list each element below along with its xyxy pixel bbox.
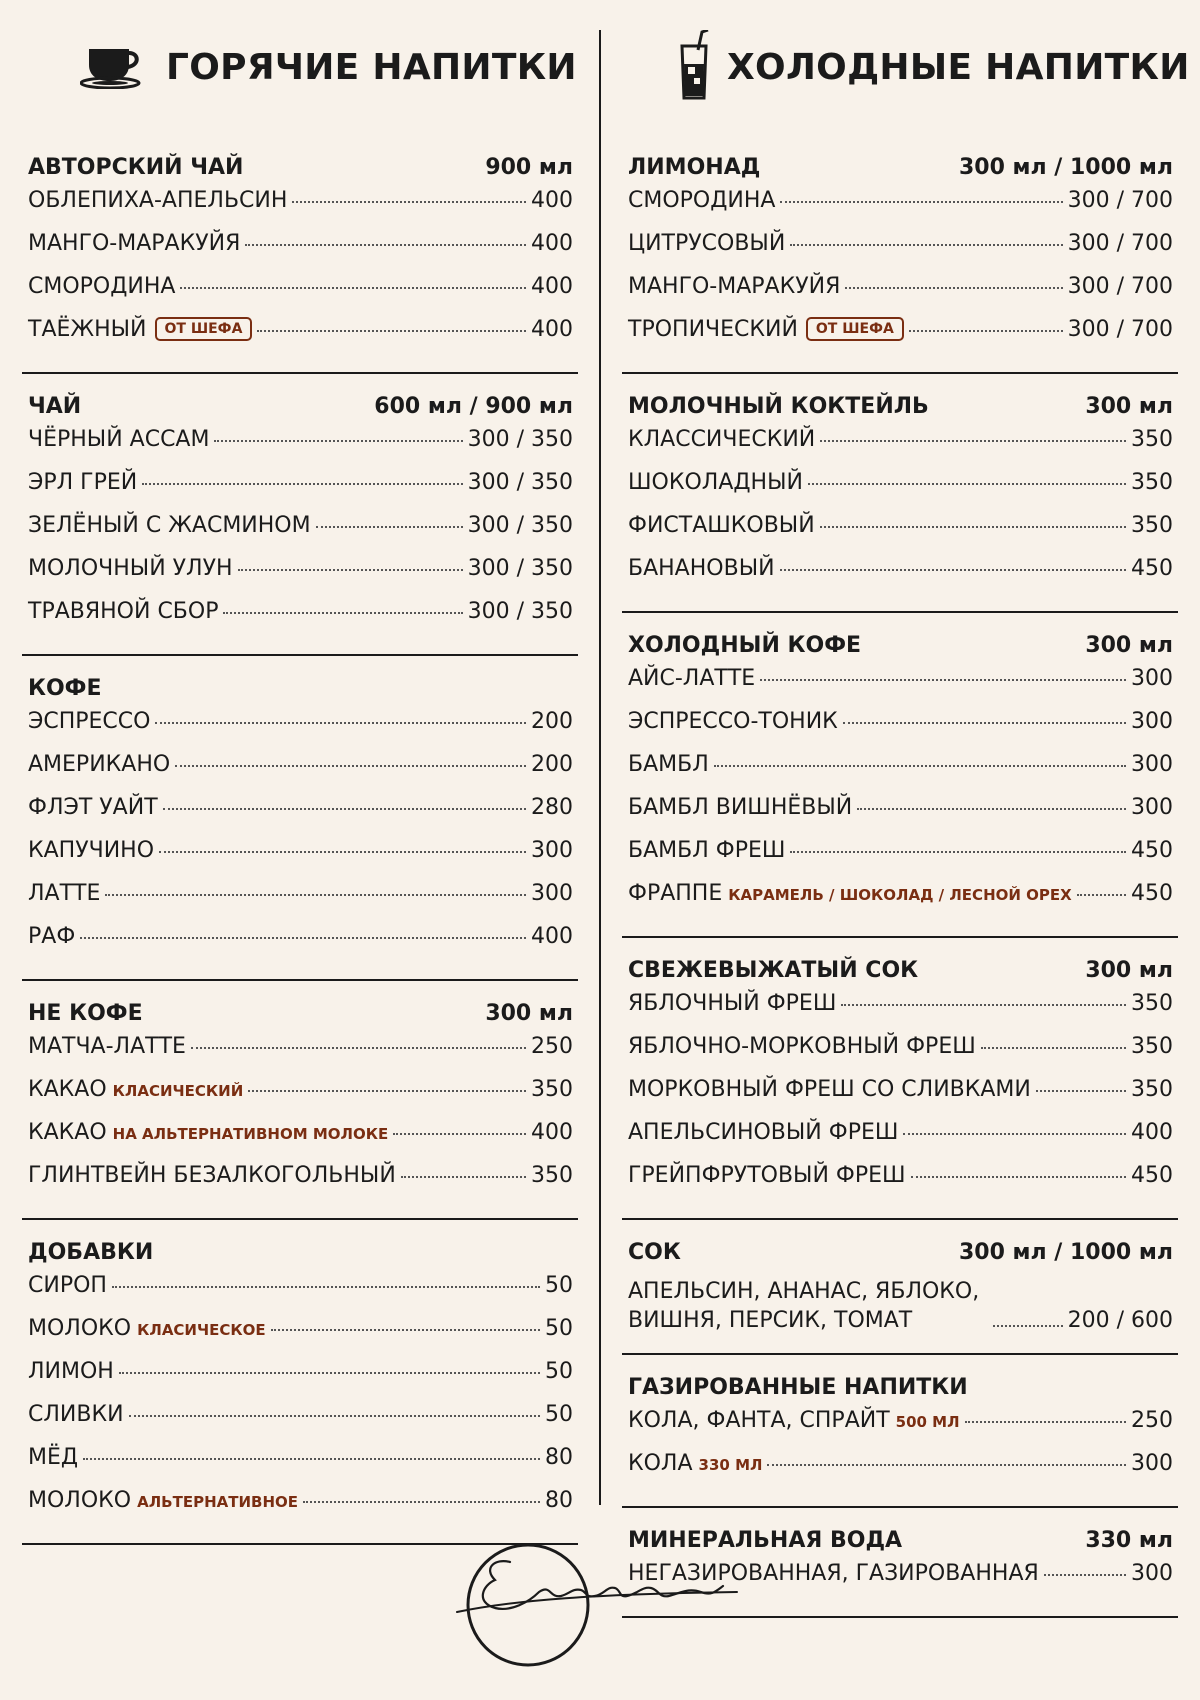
dot-leader: [112, 1286, 540, 1288]
item-price: 300 / 350: [467, 599, 573, 624]
menu-section: [622, 135, 1178, 374]
dot-leader: [83, 1458, 540, 1460]
menu-item: [28, 881, 573, 924]
dot-leader: [841, 1004, 1126, 1006]
item-name: ЛИМОН: [28, 1359, 114, 1384]
menu-item: [628, 1163, 1173, 1206]
item-name: МОРКОВНЫЙ ФРЕШ СО СЛИВКАМИ: [628, 1077, 1031, 1102]
item-name: ЛАТТЕ: [28, 881, 101, 906]
menu-item: [628, 470, 1173, 513]
item-price: 300 / 700: [1067, 188, 1173, 213]
item-price: 50: [545, 1316, 573, 1341]
section-title: КОФЕ: [28, 676, 102, 701]
cold-drinks-header: [622, 0, 1190, 135]
section-volume: 900 мл: [485, 155, 573, 180]
menu-item: [28, 513, 573, 556]
item-name: ФЛЭТ УАЙТ: [28, 795, 158, 820]
menu-item: [628, 427, 1173, 470]
dot-leader: [393, 1133, 526, 1135]
menu-item: [628, 752, 1173, 795]
item-name: ТАЁЖНЫЙ: [28, 317, 147, 342]
item-name: БАМБЛ ВИШНЁВЫЙ: [628, 795, 853, 820]
glass-with-straw-icon: [677, 30, 711, 106]
menu-item: [28, 1163, 573, 1206]
item-note: КЛАСИЧЕСКОЕ: [137, 1321, 266, 1339]
item-name: МОЛОКО: [28, 1316, 132, 1341]
menu-item: [28, 188, 573, 231]
item-price: 300 / 350: [467, 513, 573, 538]
item-price: 200 / 600: [1067, 1308, 1173, 1333]
section-header: [28, 374, 573, 427]
item-name: ГРЕЙПФРУТОВЫЙ ФРЕШ: [628, 1163, 906, 1188]
item-name: КАКАО: [28, 1120, 107, 1145]
hot-sections: [22, 135, 578, 1545]
menu-item: [28, 1488, 573, 1531]
item-name: ОБЛЕПИХА-АПЕЛЬСИН: [28, 188, 288, 213]
dot-leader: [159, 851, 526, 853]
menu-item: [628, 274, 1173, 317]
item-name: ЯБЛОЧНЫЙ ФРЕШ: [628, 991, 837, 1016]
cold-drinks-title: ХОЛОДНЫЕ НАПИТКИ: [727, 47, 1190, 88]
item-price: 250: [531, 1034, 573, 1059]
menu-item: [628, 556, 1173, 599]
item-note: 500 МЛ: [895, 1413, 960, 1431]
item-price: 50: [545, 1402, 573, 1427]
menu-item: [628, 838, 1173, 881]
item-name: МАНГО-МАРАКУЙЯ: [28, 231, 241, 256]
dot-leader: [80, 937, 526, 939]
dot-leader: [257, 330, 526, 332]
menu-item: [628, 188, 1173, 231]
section-volume: 300 мл: [1085, 633, 1173, 658]
menu-item: [628, 666, 1173, 709]
section-header: [28, 656, 573, 709]
dot-leader: [142, 483, 462, 485]
menu-section: [22, 1220, 578, 1545]
item-price: 300: [1131, 795, 1173, 820]
item-price: 350: [1131, 991, 1173, 1016]
hot-drinks-header: [22, 0, 578, 135]
item-name: ЗЕЛЁНЫЙ С ЖАСМИНОМ: [28, 513, 311, 538]
dot-leader: [292, 201, 526, 203]
menu-item: [28, 317, 573, 360]
section-volume: 300 мл: [1085, 394, 1173, 419]
item-price: 350: [1131, 427, 1173, 452]
item-name: ГЛИНТВЕЙН БЕЗАЛКОГОЛЬНЫЙ: [28, 1163, 396, 1188]
menu-item: [28, 709, 573, 752]
item-name: АМЕРИКАНО: [28, 752, 171, 777]
item-price: 350: [531, 1077, 573, 1102]
item-price: 300: [1131, 1451, 1173, 1476]
item-name: НЕГАЗИРОВАННАЯ, ГАЗИРОВАННАЯ: [628, 1561, 1039, 1586]
section-header: [28, 1220, 573, 1273]
hot-drinks-column: [22, 0, 578, 1545]
item-price: 400: [531, 274, 573, 299]
item-price: 300 / 700: [1067, 231, 1173, 256]
item-name: ЯБЛОЧНО-МОРКОВНЫЙ ФРЕШ: [628, 1034, 976, 1059]
cold-sections: [622, 135, 1178, 1618]
section-title: ДОБАВКИ: [28, 1240, 154, 1265]
item-name: МОЛОЧНЫЙ УЛУН: [28, 556, 233, 581]
dot-leader: [767, 1464, 1126, 1466]
item-price: 200: [531, 752, 573, 777]
dot-leader: [911, 1176, 1126, 1178]
item-price: 350: [1131, 1077, 1173, 1102]
menu-item: [28, 470, 573, 513]
item-price: 300: [1131, 752, 1173, 777]
menu-section: [622, 613, 1178, 938]
section-title: НЕ КОФЕ: [28, 1001, 143, 1026]
menu-item: [628, 1451, 1173, 1494]
section-title: ГАЗИРОВАННЫЕ НАПИТКИ: [628, 1375, 968, 1400]
item-price: 50: [545, 1273, 573, 1298]
brand-logo: [455, 1540, 755, 1670]
item-name: ЦИТРУСОВЫЙ: [628, 231, 786, 256]
item-price: 450: [1131, 1163, 1173, 1188]
dot-leader: [175, 765, 526, 767]
menu-section: [22, 656, 578, 981]
item-name: РАФ: [28, 924, 76, 949]
section-volume: 300 мл: [485, 1001, 573, 1026]
item-name: ЭСПРЕССО: [28, 709, 151, 734]
dot-leader: [1077, 894, 1126, 896]
item-name: ШОКОЛАДНЫЙ: [628, 470, 803, 495]
item-price: 300 / 350: [467, 470, 573, 495]
section-title: СВЕЖЕВЫЖАТЫЙ СОК: [628, 958, 919, 983]
dot-leader: [238, 569, 463, 571]
dot-leader: [965, 1421, 1126, 1423]
item-price: 300 / 700: [1067, 274, 1173, 299]
dot-leader: [909, 330, 1063, 332]
item-price: 350: [531, 1163, 573, 1188]
item-name: СМОРОДИНА: [628, 188, 776, 213]
item-name: КОЛА, ФАНТА, СПРАЙТ: [628, 1408, 890, 1433]
item-price: 400: [531, 924, 573, 949]
item-name: МАНГО-МАРАКУЙЯ: [628, 274, 841, 299]
section-header: [628, 135, 1173, 188]
menu-item: [28, 1316, 573, 1359]
section-volume: 300 мл / 1000 мл: [958, 155, 1173, 180]
menu-item: [628, 231, 1173, 274]
item-price: 280: [531, 795, 573, 820]
section-volume: 330 мл: [1085, 1528, 1173, 1553]
item-name: ЭСПРЕССО-ТОНИК: [628, 709, 838, 734]
dot-leader: [129, 1415, 540, 1417]
item-name: СИРОП: [28, 1273, 107, 1298]
menu-section: [622, 374, 1178, 613]
dot-leader: [1036, 1090, 1126, 1092]
item-price: 300 / 700: [1067, 317, 1173, 342]
section-header: [628, 613, 1173, 666]
dot-leader: [903, 1133, 1126, 1135]
dot-leader: [857, 808, 1126, 810]
menu-item: [28, 752, 573, 795]
item-price: 300: [1131, 1561, 1173, 1586]
menu-item: [28, 1402, 573, 1445]
menu-item: [28, 1273, 573, 1316]
section-title: АВТОРСКИЙ ЧАЙ: [28, 155, 244, 180]
menu-item: [628, 1077, 1173, 1120]
item-price: 350: [1131, 470, 1173, 495]
item-price: 350: [1131, 1034, 1173, 1059]
item-name: ЭРЛ ГРЕЙ: [28, 470, 138, 495]
menu-item: [28, 274, 573, 317]
section-header: [28, 981, 573, 1034]
dot-leader: [993, 1325, 1063, 1327]
item-price: 450: [1131, 838, 1173, 863]
section-title: ЧАЙ: [28, 394, 82, 419]
menu-item: [628, 795, 1173, 838]
menu-item: [628, 1120, 1173, 1163]
section-title: МИНЕРАЛЬНАЯ ВОДА: [628, 1528, 903, 1553]
dot-leader: [180, 287, 526, 289]
menu-item: [28, 556, 573, 599]
item-price: 300: [1131, 709, 1173, 734]
item-price: 400: [531, 188, 573, 213]
menu-item: [628, 709, 1173, 752]
menu-item: [28, 1077, 573, 1120]
dot-leader: [780, 569, 1126, 571]
dot-leader: [316, 526, 463, 528]
item-name: ФРАППЕ: [628, 881, 723, 906]
item-name: АПЕЛЬСИНОВЫЙ ФРЕШ: [628, 1120, 899, 1145]
item-price: 300 / 350: [467, 556, 573, 581]
item-price: 400: [1131, 1120, 1173, 1145]
dot-leader: [845, 287, 1062, 289]
menu-item: [628, 317, 1173, 360]
menu-section: [622, 1220, 1178, 1355]
item-price: 80: [545, 1488, 573, 1513]
item-price: 50: [545, 1359, 573, 1384]
item-price: 250: [1131, 1408, 1173, 1433]
menu-item: [28, 599, 573, 642]
menu-item: [28, 838, 573, 881]
item-note: АЛЬТЕРНАТИВНОЕ: [137, 1493, 298, 1511]
item-name: ЧЁРНЫЙ АССАМ: [28, 427, 210, 452]
item-price: 450: [1131, 556, 1173, 581]
menu-item: [28, 924, 573, 967]
item-name: БАНАНОВЫЙ: [628, 556, 775, 581]
menu-item: [28, 1445, 573, 1488]
hot-drinks-title: ГОРЯЧИЕ НАПИТКИ: [166, 47, 577, 88]
menu-item: [628, 1034, 1173, 1077]
dot-leader: [223, 612, 462, 614]
item-name: ФИСТАШКОВЫЙ: [628, 513, 815, 538]
menu-section: [22, 374, 578, 656]
coffee-cup-icon: [80, 43, 150, 93]
item-price: 300: [1131, 666, 1173, 691]
item-name: СМОРОДИНА: [28, 274, 176, 299]
item-name: КАКАО: [28, 1077, 107, 1102]
dot-leader: [155, 722, 526, 724]
dot-leader: [401, 1176, 526, 1178]
item-price: 80: [545, 1445, 573, 1470]
item-note: КЛАСИЧЕСКИЙ: [112, 1082, 244, 1100]
item-name: АЙС-ЛАТТЕ: [628, 666, 756, 691]
dot-leader: [214, 440, 462, 442]
section-header: [628, 938, 1173, 991]
section-title: ЛИМОНАД: [628, 155, 761, 180]
section-header: [628, 1355, 1173, 1408]
dot-leader: [760, 679, 1126, 681]
dot-leader: [1044, 1574, 1126, 1576]
section-title: ХОЛОДНЫЙ КОФЕ: [628, 633, 862, 658]
section-header: [628, 374, 1173, 427]
menu-section: [22, 981, 578, 1220]
item-price: 300: [531, 838, 573, 863]
section-volume: 600 мл / 900 мл: [374, 394, 573, 419]
cold-drinks-column: [622, 0, 1190, 1618]
dot-leader: [271, 1329, 540, 1331]
menu-item: [28, 1120, 573, 1163]
menu-section: [622, 1355, 1178, 1508]
dot-leader: [303, 1501, 540, 1503]
section-title: МОЛОЧНЫЙ КОКТЕЙЛЬ: [628, 394, 929, 419]
dot-leader: [820, 526, 1126, 528]
menu-item: [28, 1034, 573, 1077]
item-note: 330 МЛ: [698, 1456, 763, 1474]
column-divider: [599, 30, 601, 1505]
item-price: 400: [531, 1120, 573, 1145]
dot-leader: [808, 483, 1126, 485]
dot-leader: [163, 808, 526, 810]
item-name: МАТЧА-ЛАТТЕ: [28, 1034, 186, 1059]
menu-section: [622, 938, 1178, 1220]
item-name: МЁД: [28, 1445, 79, 1470]
dot-leader: [790, 851, 1126, 853]
item-name: МОЛОКО: [28, 1488, 132, 1513]
chef-badge: ОТ ШЕФА: [155, 317, 253, 341]
item-name: АПЕЛЬСИН, АНАНАС, ЯБЛОКО, ВИШНЯ, ПЕРСИК, ТОМАТ: [628, 1279, 980, 1333]
item-name: БАМБЛ: [628, 752, 709, 777]
menu-item: [28, 231, 573, 274]
dot-leader: [119, 1372, 540, 1374]
section-header: [628, 1220, 1173, 1273]
item-price: 400: [531, 317, 573, 342]
item-name: ТРАВЯНОЙ СБОР: [28, 599, 219, 624]
dot-leader: [714, 765, 1126, 767]
item-price: 300 / 350: [467, 427, 573, 452]
dot-leader: [245, 244, 526, 246]
menu-item: [628, 1273, 1173, 1341]
menu-item: [28, 1359, 573, 1402]
item-name: КОЛА: [628, 1451, 693, 1476]
dot-leader: [105, 894, 526, 896]
dot-leader: [820, 440, 1126, 442]
menu-item: [628, 991, 1173, 1034]
dot-leader: [981, 1047, 1126, 1049]
item-note: КАРАМЕЛЬ / ШОКОЛАД / ЛЕСНОЙ ОРЕХ: [728, 886, 1072, 904]
item-price: 200: [531, 709, 573, 734]
menu-section: [22, 135, 578, 374]
dot-leader: [790, 244, 1062, 246]
section-volume: 300 мл / 1000 мл: [958, 1240, 1173, 1265]
dot-leader: [843, 722, 1126, 724]
menu-item: [628, 1408, 1173, 1451]
item-note: НА АЛЬТЕРНАТИВНОМ МОЛОКЕ: [112, 1125, 389, 1143]
section-header: [28, 135, 573, 188]
dot-leader: [248, 1090, 526, 1092]
item-price: 350: [1131, 513, 1173, 538]
menu-item: [628, 513, 1173, 556]
item-price: 400: [531, 231, 573, 256]
section-title: СОК: [628, 1240, 681, 1265]
dot-leader: [780, 201, 1062, 203]
item-price: 450: [1131, 881, 1173, 906]
dot-leader: [191, 1047, 526, 1049]
section-volume: 300 мл: [1085, 958, 1173, 983]
item-name: БАМБЛ ФРЕШ: [628, 838, 786, 863]
item-name: ТРОПИЧЕСКИЙ: [628, 317, 798, 342]
menu-item: [628, 881, 1173, 924]
item-name: КЛАССИЧЕСКИЙ: [628, 427, 816, 452]
chef-badge: ОТ ШЕФА: [806, 317, 904, 341]
item-name: СЛИВКИ: [28, 1402, 124, 1427]
menu-item: [28, 427, 573, 470]
item-name: КАПУЧИНО: [28, 838, 155, 863]
menu-item: [28, 795, 573, 838]
item-price: 300: [531, 881, 573, 906]
